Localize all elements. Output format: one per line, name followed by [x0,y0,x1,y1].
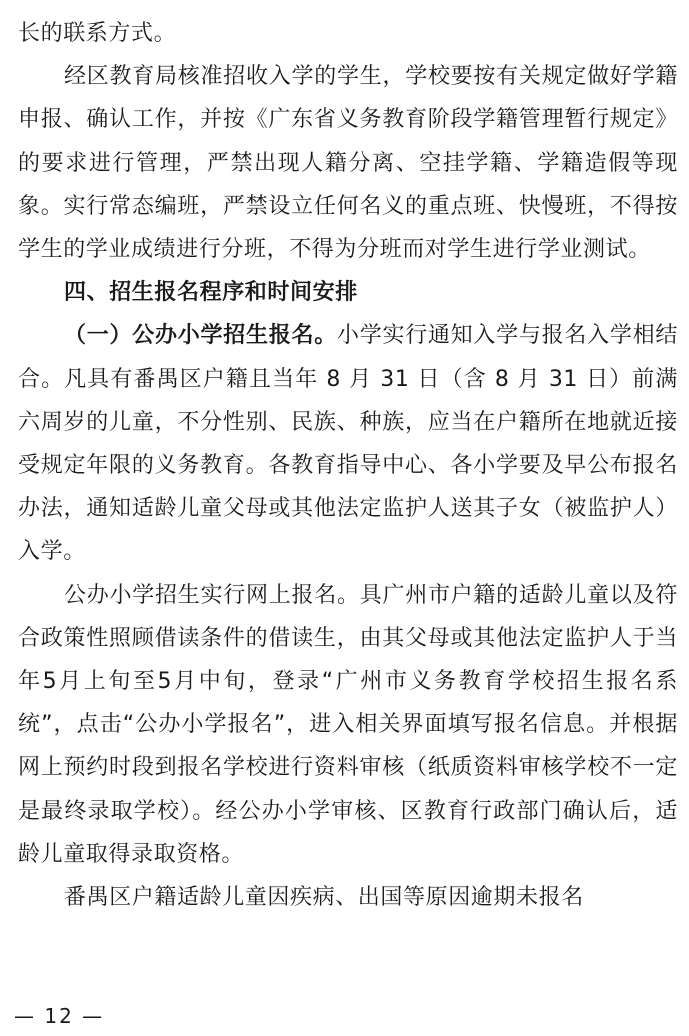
paragraph-late-registration: 番禺区户籍适龄儿童因疾病、出国等原因逾期未报名 [64,885,584,911]
document-body [18,12,678,919]
paragraph-body: 小学实行通知入学与报名入学相结合。凡具有番禺区户籍且当年 8 月 31 日（含 8 月 31 日）前满六周岁的儿童，不分性别、民族、种族，应当在户籍所在地就近接受规定年限的义务教育。各教育指导中心、各小学要及早公布报名办法，通知适龄儿童父母或其他法定监护人送其子女（被监护人）入学。 [18,323,678,565]
paragraph-enrollment-management: 经区教育局核准招收入学的学生，学校要按有关规定做好学籍申报、确认工作，并按《广东省义务教育阶段学籍管理暂行规定》的要求进行管理，严禁出现人籍分离、空挂学籍、学籍造假等现象。实行常态编班，严禁设立任何名义的重点班、快慢班，不得按学生的学业成绩进行分班，不得为分班而对学生进行学业测试。 [18,64,678,263]
page-number: — 12 — [14,1004,105,1028]
paragraph-continuation: 长的联系方式。 [18,21,177,46]
section-heading: 四、招生报名程序和时间安排 [64,280,358,306]
paragraph-public-primary-registration [18,314,678,573]
paragraph-lead-title: （一）公办小学招生报名。 [64,323,337,349]
paragraph-online-registration: 公办小学招生实行网上报名。具广州市户籍的适龄儿童以及符合政策性照顾借读条件的借读生，由其父母或其他法定监护人于当年5月上旬至5月中旬，登录“广州市义务教育学校招生报名系统”，点击“公办小学报名”，进入相关界面填写报名信息。并根据网上预约时段到报名学校进行资料审核（纸质资料审核学校不一定是最终录取学校）。经公办小学审核、区教育行政部门确认后，适龄儿童取得录取资格。 [18,582,678,867]
